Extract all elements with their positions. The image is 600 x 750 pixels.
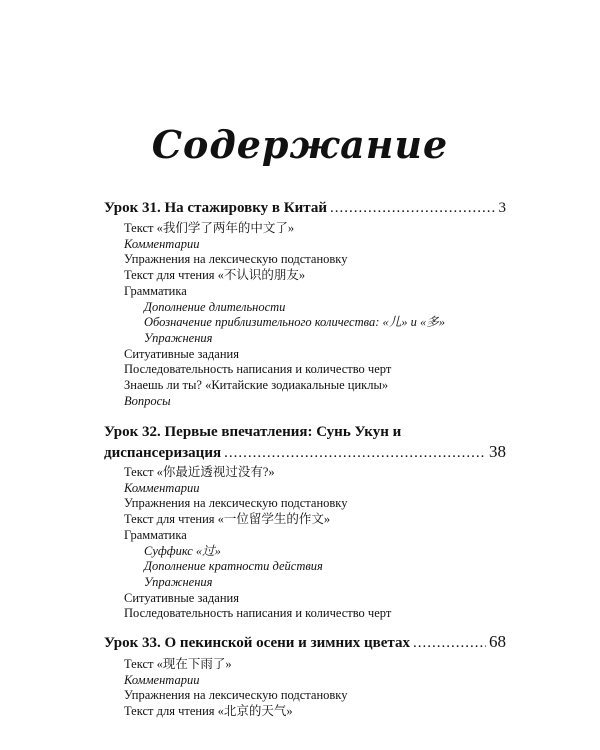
toc-item: Ситуативные задания [124,346,239,361]
toc-item: Ситуативные задания [124,590,239,605]
lesson-32-items [124,465,504,622]
toc-subitem: Обозначение приблизительного количества: «儿» и «多» [144,315,446,330]
toc-item: Упражнения на лексическую подстановку [124,688,348,703]
toc-item: Грамматика [124,283,187,298]
page-number: 3 [498,200,506,216]
page-number: 68 [489,632,506,651]
toc-item: Комментарии [124,480,200,495]
toc-item: Комментарии [124,236,200,251]
toc-item: Текст для чтения «北京的天气» [124,704,293,719]
leader-dots [413,633,486,653]
lesson-heading-text: Урок 32. Первые впечатления: Сунь Укун и [104,424,402,440]
lesson-heading-text: Урок 31. На стажировку в Китай [104,200,327,216]
toc-item: Последовательность написания и количество черт [124,606,392,621]
toc-subitem: Суффикс «过» [144,543,221,558]
toc-item: Последовательность написания и количество черт [124,362,392,377]
toc-item: Грамматика [124,527,187,542]
toc-item: Упражнения на лексическую подстановку [124,252,348,267]
toc-item: Упражнения на лексическую подстановку [124,496,348,511]
toc-item: Текст для чтения «一位留学生的作文» [124,512,331,527]
toc-item: Знаешь ли ты? «Китайские зодиакальные циклы» [124,378,389,393]
lesson-32-heading [104,422,506,463]
toc-subitem: Упражнения [144,330,213,345]
lesson-heading-text: диспансеризация [104,445,222,461]
toc-item: Текст «我们学了两年的中文了» [124,221,295,235]
lesson-33-items [124,657,504,720]
lesson-33-heading [104,632,506,653]
toc-item: Комментарии [124,672,200,687]
leader-dots [224,443,486,463]
toc-item: Вопросы [124,393,171,408]
lesson-31-items [124,221,504,409]
leader-dots [330,198,496,218]
page-number: 38 [489,442,506,461]
toc-subitem: Упражнения [144,574,213,589]
lesson-heading-text: Урок 33. О пекинской осени и зимних цветах [104,635,410,651]
toc-item: Текст «你最近透视过没有?» [124,465,275,479]
toc-subitem: Дополнение длительности [144,299,286,314]
toc-item: Текст для чтения «不认识的朋友» [124,268,306,283]
lesson-31-heading [104,198,506,218]
toc-item: Текст «现在下雨了» [124,657,232,671]
page-title: Содержание [151,122,449,167]
toc-subitem: Дополнение кратности действия [144,559,323,574]
